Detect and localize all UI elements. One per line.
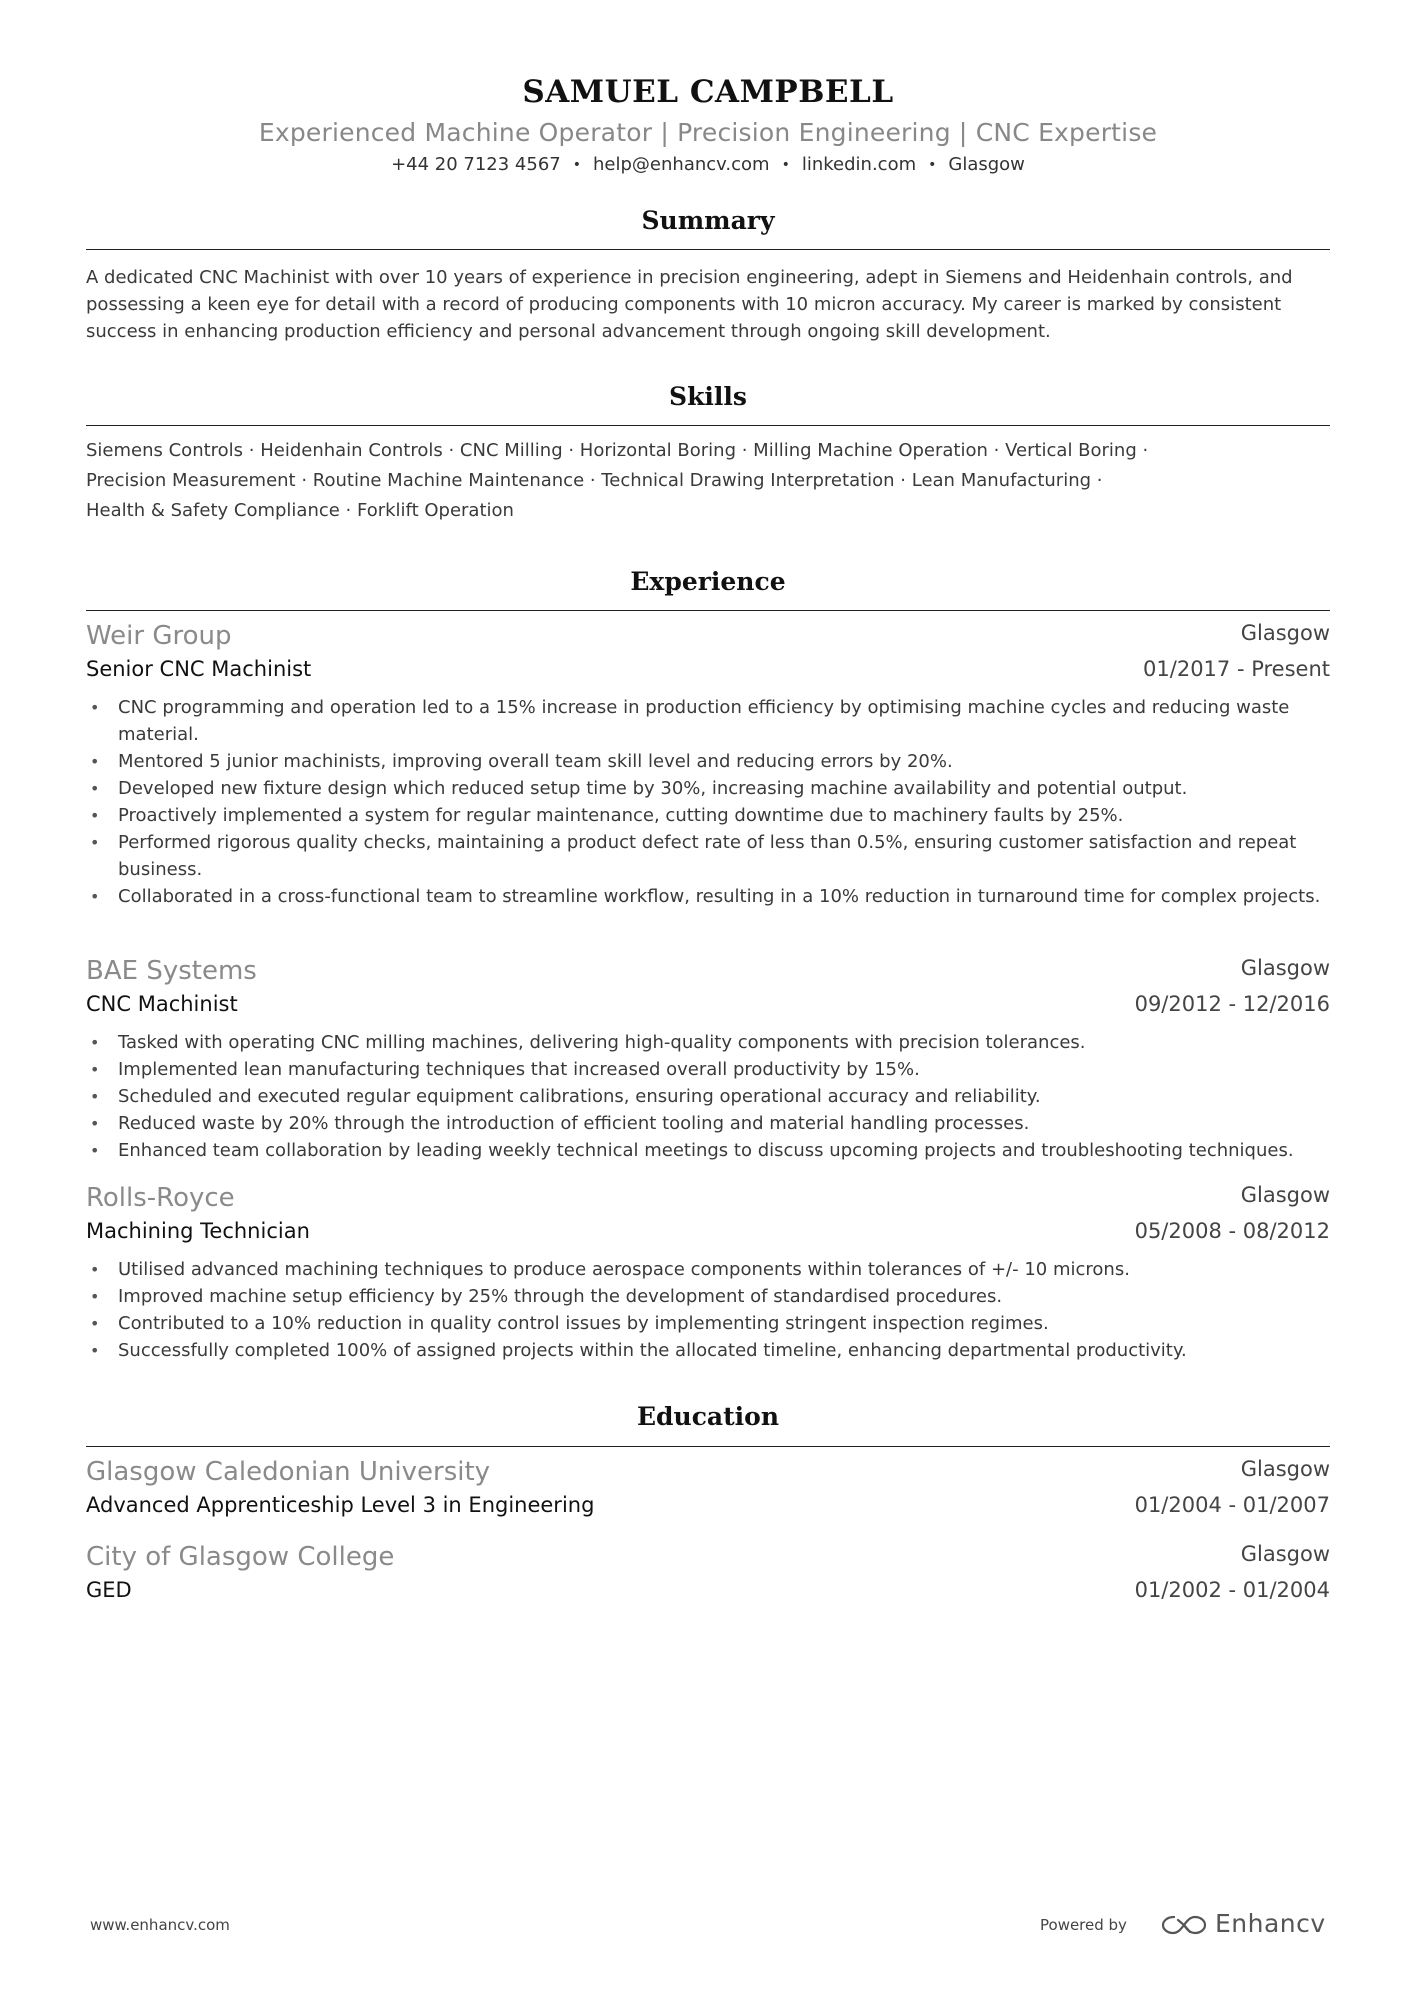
job-header	[86, 956, 1330, 986]
education-dates: 01/2004 - 01/2007	[1134, 1493, 1330, 1517]
footer-branding[interactable]	[1040, 1906, 1340, 1942]
job-dates: 01/2017 - Present	[1143, 657, 1330, 681]
education-subheader	[86, 1493, 1330, 1521]
enhancv-logo-icon	[1160, 1912, 1208, 1938]
job-location: Glasgow	[1240, 1183, 1330, 1207]
education-subheader	[86, 1578, 1330, 1606]
education-dates: 01/2002 - 01/2004	[1134, 1578, 1330, 1602]
achievement-item: • Tasked with operating CNC milling machines, delivering high-quality components with precision tolerances.	[86, 1029, 1330, 1056]
achievement-item: • Mentored 5 junior machinists, improving overall team skill level and reducing errors by 20%.	[86, 748, 1330, 775]
job-achievements	[86, 1256, 1330, 1364]
job-subheader	[86, 1219, 1330, 1247]
job-achievements	[86, 1029, 1330, 1164]
school-name: Glasgow Caledonian University	[86, 1457, 491, 1487]
company-name: BAE Systems	[86, 956, 257, 986]
school-name: City of Glasgow College	[86, 1542, 395, 1572]
skills-line: Health & Safety Compliance · Forklift Operation	[86, 500, 514, 521]
job-achievements	[86, 694, 1330, 910]
achievement-item: • Utilised advanced machining techniques to produce aerospace components within tolerances of +/- 10 microns.	[86, 1256, 1330, 1283]
summary-heading: Summary	[641, 206, 775, 235]
achievement-item: • CNC programming and operation led to a 15% increase in production efficiency by optimising machine cycles and reducing waste material.	[86, 694, 1330, 748]
experience-heading: Experience	[630, 567, 786, 596]
degree-name: Advanced Apprenticeship Level 3 in Engineering	[86, 1493, 595, 1517]
education-heading: Education	[636, 1402, 780, 1431]
school-location: Glasgow	[1240, 1542, 1330, 1566]
achievement-item: • Proactively implemented a system for regular maintenance, cutting downtime due to machinery faults by 25%.	[86, 802, 1330, 829]
school-location: Glasgow	[1240, 1457, 1330, 1481]
footer-website-link[interactable]: www.enhancv.com	[90, 1916, 230, 1934]
contact-location: Glasgow	[948, 154, 1025, 175]
job-subheader	[86, 657, 1330, 685]
section-divider	[86, 610, 1330, 611]
achievement-item: • Implemented lean manufacturing techniques that increased overall productivity by 15%.	[86, 1056, 1330, 1083]
job-header	[86, 1183, 1330, 1213]
section-divider	[86, 1446, 1330, 1447]
job-location: Glasgow	[1240, 956, 1330, 980]
education-header	[86, 1542, 1330, 1572]
achievement-item: • Performed rigorous quality checks, maintaining a product defect rate of less than 0.5%, ensuring customer satisfaction and repeat business.	[86, 829, 1330, 883]
job-title: Senior CNC Machinist	[86, 657, 312, 681]
education-header	[86, 1457, 1330, 1487]
achievement-item: • Contributed to a 10% reduction in quality control issues by implementing stringent inspection regimes.	[86, 1310, 1330, 1337]
contact-separator: •	[928, 157, 937, 173]
phone-number: +44 20 7123 4567	[391, 154, 561, 175]
powered-by-label: Powered by	[1040, 1916, 1127, 1934]
job-header	[86, 621, 1330, 651]
skills-list	[86, 436, 1330, 526]
summary-text: A dedicated CNC Machinist with over 10 years of experience in precision engineering, adept in Siemens and Heidenhain controls, and possessing a keen eye for detail with a record of producing components with 10 micron accuracy. My career is marked by consistent success in enhancing production efficiency and personal advancement through ongoing skill development.	[86, 267, 1293, 342]
achievement-item: • Improved machine setup efficiency by 25% through the development of standardised procedures.	[86, 1283, 1330, 1310]
achievement-item: • Reduced waste by 20% through the introduction of efficient tooling and material handling processes.	[86, 1110, 1330, 1137]
achievement-item: • Collaborated in a cross-functional team to streamline workflow, resulting in a 10% reduction in turnaround time for complex projects.	[86, 883, 1330, 910]
section-divider	[86, 425, 1330, 426]
contact-line	[86, 154, 1330, 175]
skills-line: Precision Measurement · Routine Machine Maintenance · Technical Drawing Interpretation · Lean Manufacturing ·	[86, 470, 1103, 491]
candidate-name: SAMUEL CAMPBELL	[522, 74, 894, 110]
company-name: Weir Group	[86, 621, 232, 651]
section-divider	[86, 249, 1330, 250]
skills-line: Siemens Controls · Heidenhain Controls · CNC Milling · Horizontal Boring · Milling Machine Operation · Vertical Boring ·	[86, 440, 1149, 461]
enhancv-brand-name: Enhancv	[1215, 1909, 1326, 1938]
candidate-tagline: Experienced Machine Operator | Precision Engineering | CNC Expertise	[258, 118, 1158, 147]
job-dates: 09/2012 - 12/2016	[1134, 992, 1330, 1016]
job-title: CNC Machinist	[86, 992, 238, 1016]
job-subheader	[86, 992, 1330, 1020]
achievement-item: • Scheduled and executed regular equipment calibrations, ensuring operational accuracy and reliability.	[86, 1083, 1330, 1110]
contact-separator: •	[572, 157, 582, 173]
job-location: Glasgow	[1240, 621, 1330, 645]
job-dates: 05/2008 - 08/2012	[1134, 1219, 1330, 1243]
email-link[interactable]: help@enhancv.com	[593, 154, 770, 175]
contact-separator: •	[781, 157, 790, 173]
job-title: Machining Technician	[86, 1219, 310, 1243]
skills-heading: Skills	[669, 382, 747, 411]
achievement-item: • Successfully completed 100% of assigned projects within the allocated timeline, enhancing departmental productivity.	[86, 1337, 1330, 1364]
degree-name: GED	[86, 1578, 132, 1602]
achievement-item: • Enhanced team collaboration by leading weekly technical meetings to discuss upcoming projects and troubleshooting techniques.	[86, 1137, 1330, 1164]
company-name: Rolls-Royce	[86, 1183, 235, 1213]
achievement-item: • Developed new fixture design which reduced setup time by 30%, increasing machine availability and potential output.	[86, 775, 1330, 802]
linkedin-link[interactable]: linkedin.com	[801, 154, 917, 175]
